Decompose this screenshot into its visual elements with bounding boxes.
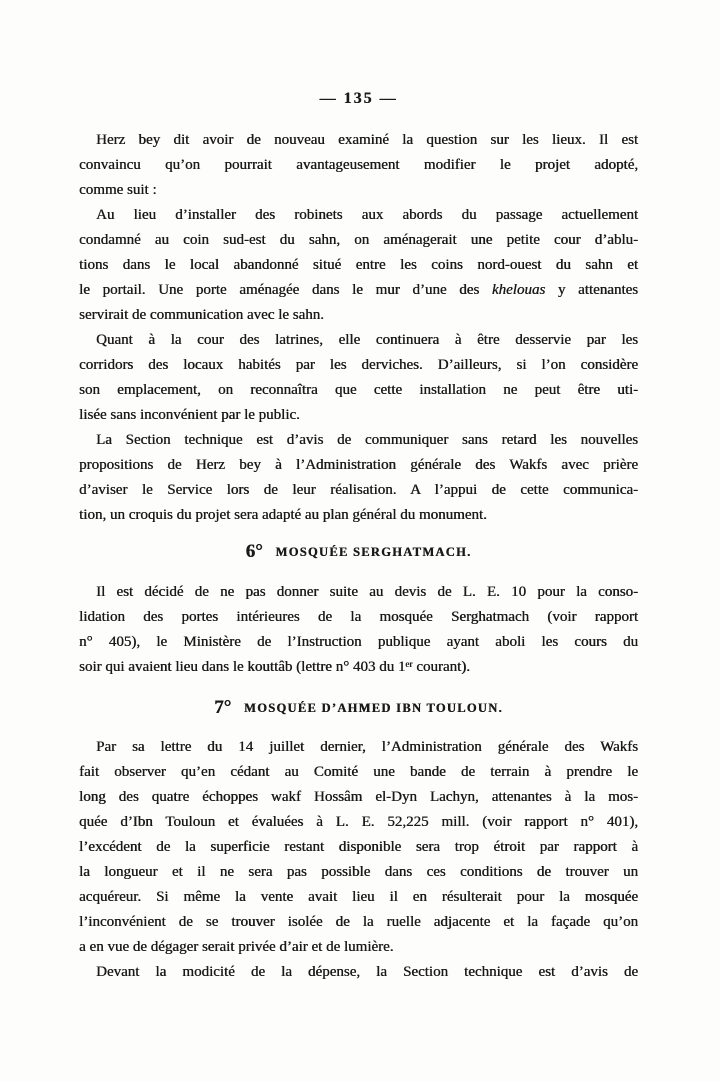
text-line: lidation des portes intérieures de la mosquée Serghatmach (voir rapport <box>79 609 638 625</box>
paragraph-robinets <box>79 203 638 328</box>
text-body <box>79 128 638 985</box>
text-line: quée d’Ibn Touloun et évaluées à L. E. 52,225 mill. (voir rapport n° 401), <box>79 814 638 830</box>
heading-title: MOSQUÉE SERGHATMACH. <box>275 545 472 559</box>
text-line: soir qui avaient lieu dans le kouttâb (lettre n° 403 du 1ᵉʳ courant). <box>79 659 470 675</box>
text-line: n° 405), le Ministère de l’Instruction publique ayant aboli les cours du <box>79 634 638 650</box>
heading-numeral: 7° <box>214 697 232 718</box>
paragraph-section-technique <box>79 428 638 528</box>
text-line: condamné au coin sud-est du sahn, on aménagerait une petite cour d’ablu- <box>79 232 638 248</box>
text-line: tion, un croquis du projet sera adapté au plan général du monument. <box>79 507 487 523</box>
paragraph-latrines <box>79 328 638 428</box>
text-line: tions dans le local abandonné situé entre les coins nord-ouest du sahn et <box>79 257 638 273</box>
text-line: corridors des locaux habités par les derviches. D’ailleurs, si l’on considère <box>79 357 638 373</box>
text-line: fait observer qu’en cédant au Comité une bande de terrain à prendre le <box>79 764 638 780</box>
text-line: acquéreur. Si même la vente avait lieu il en résulterait pour la mosquée <box>79 889 638 905</box>
heading-numeral: 6° <box>245 541 263 562</box>
text-line: Quant à la cour des latrines, elle continuera à être desservie par les <box>96 332 638 348</box>
text-line: Par sa lettre du 14 juillet dernier, l’Administration générale des Wakfs <box>96 739 638 755</box>
italic-term-khelouas: khelouas <box>491 282 546 298</box>
text-line: d’aviser le Service lors de leur réalisation. A l’appui de cette communica- <box>79 482 638 498</box>
paragraph-herz-bey <box>79 128 638 203</box>
text-line: comme suit : <box>79 182 157 198</box>
text-line: long des quatre échoppes wakf Hossâm el-Dyn Lachyn, attenantes à la mos- <box>79 789 638 805</box>
text-line: lisée sans inconvénient par le public. <box>79 407 300 423</box>
text-line: Devant la modicité de la dépense, la Section technique est d’avis de <box>96 964 638 980</box>
text-line: convaincu qu’on pourrait avantageusement modifier le projet adopté, <box>79 157 638 173</box>
text-line: a en vue de dégager serait privée d’air et de lumière. <box>79 939 394 955</box>
text-line: son emplacement, on reconnaîtra que cette installation ne peut être uti- <box>79 382 638 398</box>
text-segment: y attenantes <box>545 282 638 298</box>
text-line: l’inconvénient de se trouver isolée de la ruelle adjacente et la façade qu’on <box>79 914 638 930</box>
section-heading-6-mosquee-serghatmach <box>79 541 638 563</box>
paragraph-lettre-juillet <box>79 735 638 960</box>
text-line: Au lieu d’installer des robinets aux abords du passage actuellement <box>96 207 638 223</box>
paragraph-devis <box>79 580 638 680</box>
section-heading-7-mosquee-ibn-touloun <box>79 697 638 719</box>
text-line: propositions de Herz bey à l’Administration générale des Wakfs avec prière <box>79 457 638 473</box>
text-line: La Section technique est d’avis de communiquer sans retard les nouvelles <box>96 432 638 448</box>
heading-title: MOSQUÉE D’AHMED IBN TOULOUN. <box>243 701 503 715</box>
paragraph-modicite <box>79 960 638 985</box>
text-line: l’excédent de la superficie restant disponible sera trop étroit par rapport à <box>79 839 638 855</box>
text-line <box>79 278 638 303</box>
text-line: la longueur et il ne sera pas possible dans ces conditions de trouver un <box>79 864 638 880</box>
text-line: servirait de communication avec le sahn. <box>79 307 324 323</box>
page-number: — 135 — <box>319 90 398 107</box>
text-segment: le portail. Une porte aménagée dans le mur d’une des <box>79 282 492 298</box>
text-line: Il est décidé de ne pas donner suite au devis de L. E. 10 pour la conso- <box>96 584 638 600</box>
text-line: Herz bey dit avoir de nouveau examiné la question sur les lieux. Il est <box>96 132 638 148</box>
